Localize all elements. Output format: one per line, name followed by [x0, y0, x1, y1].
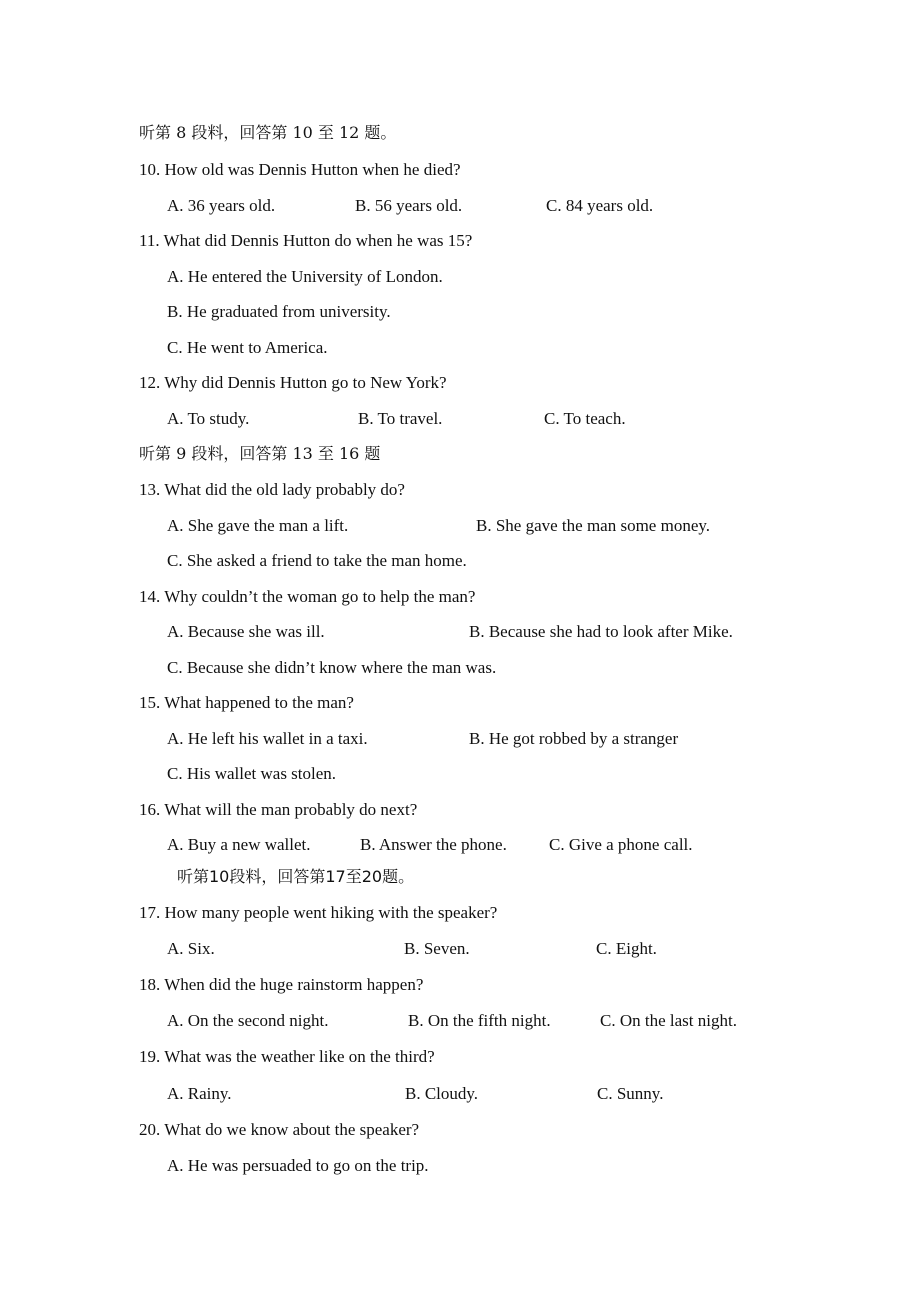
question-text: 19. What was the weather like on the third?	[139, 1047, 435, 1066]
option-a: A. On the second night.	[167, 1011, 329, 1030]
option-b: B. Because she had to look after Mike.	[469, 622, 733, 641]
option-c: C. She asked a friend to take the man home.	[167, 551, 467, 570]
option-a: A. He left his wallet in a taxi.	[167, 729, 368, 748]
option-b: B. 56 years old.	[355, 196, 463, 215]
option-b: B. She gave the man some money.	[476, 516, 711, 535]
option-c: C. His wallet was stolen.	[167, 764, 337, 783]
question-text: 16. What will the man probably do next?	[139, 800, 418, 819]
question-text: 13. What did the old lady probably do?	[139, 480, 405, 499]
option-c: C. Eight.	[596, 939, 657, 958]
option-c: C. Give a phone call.	[549, 835, 693, 854]
option-b: B. To travel.	[358, 409, 443, 428]
question-text: 15. What happened to the man?	[139, 693, 354, 712]
option-a: A. Rainy.	[167, 1084, 232, 1103]
question-text: 12. Why did Dennis Hutton go to New York?	[139, 373, 447, 392]
question-text: 10. How old was Dennis Hutton when he died?	[139, 160, 461, 179]
section-header: 听第 8 段料，回答第 10 至 12 题。	[139, 123, 397, 142]
option-a: A. He entered the University of London.	[167, 267, 443, 286]
option-c: C. Because she didn’t know where the man was.	[167, 658, 497, 677]
option-a: A. Six.	[167, 939, 215, 958]
option-a: A. She gave the man a lift.	[167, 516, 349, 535]
option-a: A. To study.	[167, 409, 250, 428]
option-c: C. To teach.	[544, 409, 626, 428]
question-text: 14. Why couldn’t the woman go to help the man?	[139, 587, 476, 606]
section-header: 听第10段料，回答第17至20题。	[177, 867, 415, 886]
question-text: 18. When did the huge rainstorm happen?	[139, 975, 424, 994]
option-c: C. On the last night.	[600, 1011, 737, 1030]
option-a: A. He was persuaded to go on the trip.	[167, 1156, 429, 1175]
option-b: B. Seven.	[404, 939, 470, 958]
option-b: B. He got robbed by a stranger	[469, 729, 679, 748]
question-text: 20. What do we know about the speaker?	[139, 1120, 420, 1139]
option-c: C. 84 years old.	[546, 196, 654, 215]
option-b: B. On the fifth night.	[408, 1011, 551, 1030]
option-c: C. Sunny.	[597, 1084, 664, 1103]
option-a: A. 36 years old.	[167, 196, 276, 215]
option-a: A. Buy a new wallet.	[167, 835, 311, 854]
section-header: 听第 9 段料，回答第 13 至 16 题	[139, 444, 381, 463]
option-a: A. Because she was ill.	[167, 622, 325, 641]
question-text: 11. What did Dennis Hutton do when he was 15?	[139, 231, 473, 250]
option-b: B. Answer the phone.	[360, 835, 507, 854]
question-text: 17. How many people went hiking with the speaker?	[139, 903, 498, 922]
option-c: C. He went to America.	[167, 338, 328, 357]
option-b: B. Cloudy.	[405, 1084, 479, 1103]
option-b: B. He graduated from university.	[167, 302, 391, 321]
